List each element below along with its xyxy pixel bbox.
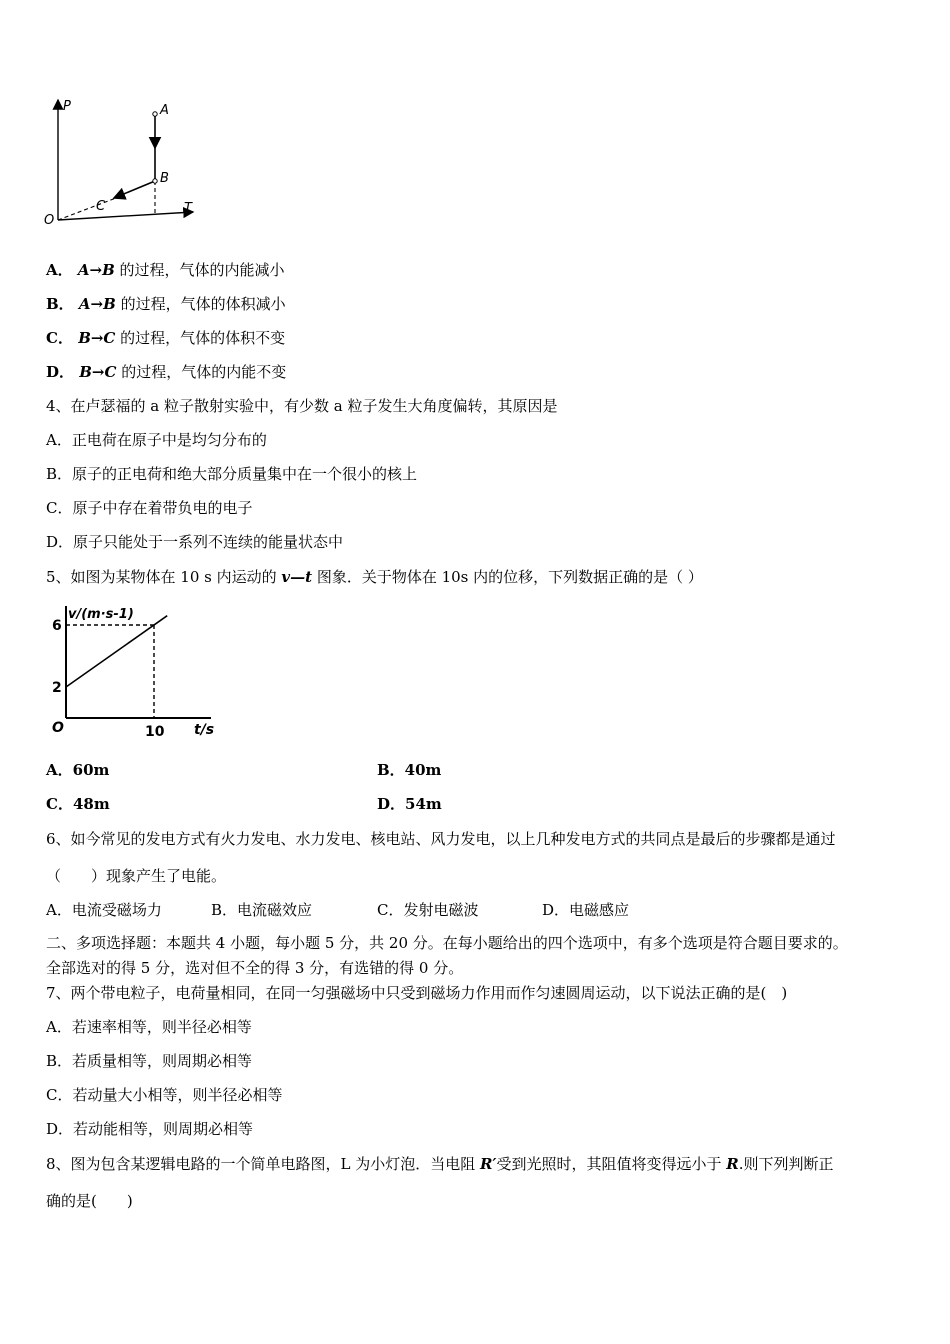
q7-option-a: A．若速率相等，则半径必相等 <box>46 1018 252 1036</box>
q5-stem: 5、如图为某物体在 10 s 内运动的 v—t 图象．关于物体在 10s 内的位移，下列数据正确的是（ ） <box>46 568 703 586</box>
chart-series-line <box>66 616 167 687</box>
label-c: C <box>96 199 106 214</box>
point-b <box>153 179 157 183</box>
chart-tick-y-6: 6 <box>52 618 62 634</box>
q5-option-a: A．60m <box>46 761 110 779</box>
q7-stem: 7、两个带电粒子，电荷量相同，在同一匀强磁场中只受到磁场力作用而作匀速圆周运动，以下说法正确的是( ) <box>46 984 788 1002</box>
q6-option-c: C．发射电磁波 <box>377 901 479 919</box>
chart-xlabel: t/s <box>194 722 215 738</box>
label-o: O <box>44 213 55 228</box>
q5-option-b: B．40m <box>377 761 442 779</box>
q8-stem-1: 8、图为包含某逻辑电路的一个简单电路图，L 为小灯泡．当电阻 R′受到光照时，其阻值将变得远小于 R.则下列判断正 <box>46 1155 834 1173</box>
q8-stem-2: 确的是( ) <box>46 1192 133 1210</box>
chart-origin: O <box>52 720 64 736</box>
q6-option-b: B．电流磁效应 <box>211 901 313 919</box>
section2-line2: 全部选对的得 5 分，选对但不全的得 3 分，有选错的得 0 分。 <box>46 959 464 977</box>
point-a <box>153 112 157 116</box>
q7-option-d: D．若动能相等，则周期必相等 <box>46 1120 254 1138</box>
q3-option-b: B． A→B 的过程，气体的体积减小 <box>46 295 286 313</box>
q4-stem: 4、在卢瑟福的 a 粒子散射实验中，有少数 a 粒子发生大角度偏转，其原因是 <box>46 397 558 415</box>
label-b: B <box>160 171 169 186</box>
pt-diagram <box>38 92 208 232</box>
q7-option-c: C．若动量大小相等，则半径必相等 <box>46 1086 283 1104</box>
t-axis <box>58 212 193 220</box>
vt-chart <box>46 600 226 750</box>
q3-option-a: A． A→B 的过程，气体的内能减小 <box>46 261 285 279</box>
q5-option-c: C．48m <box>46 795 110 813</box>
chart-ylabel: v/(m·s-1) <box>68 607 134 622</box>
chart-tick-x-10: 10 <box>145 724 165 740</box>
q3-option-c: C． B→C 的过程，气体的体积不变 <box>46 329 286 347</box>
q4-option-a: A．正电荷在原子中是均匀分布的 <box>46 431 267 449</box>
label-a: A <box>160 103 169 118</box>
q6-stem-2: （ ）现象产生了电能。 <box>46 867 227 885</box>
arrow-bc <box>114 181 155 198</box>
q4-option-b: B．原子的正电荷和绝大部分质量集中在一个很小的核上 <box>46 465 418 483</box>
q3-option-d: D． B→C 的过程，气体的内能不变 <box>46 363 287 381</box>
label-p: P <box>63 99 71 114</box>
q6-option-d: D．电磁感应 <box>542 901 630 919</box>
q5-option-d: D．54m <box>377 795 442 813</box>
chart-tick-y-2: 2 <box>52 680 62 696</box>
label-t: T <box>184 201 192 216</box>
q6-stem-1: 6、如今常见的发电方式有火力发电、水力发电、核电站、风力发电，以上几种发电方式的共同点是最后的步骤都是通过 <box>46 830 836 848</box>
section2-line1: 二、多项选择题：本题共 4 小题，每小题 5 分，共 20 分。在每小题给出的四个选项中，有多个选项是符合题目要求的。 <box>46 934 848 952</box>
q7-option-b: B．若质量相等，则周期必相等 <box>46 1052 253 1070</box>
q6-option-a: A．电流受磁场力 <box>46 901 162 919</box>
q4-option-c: C．原子中存在着带负电的电子 <box>46 499 253 517</box>
q4-option-d: D．原子只能处于一系列不连续的能量状态中 <box>46 533 344 551</box>
